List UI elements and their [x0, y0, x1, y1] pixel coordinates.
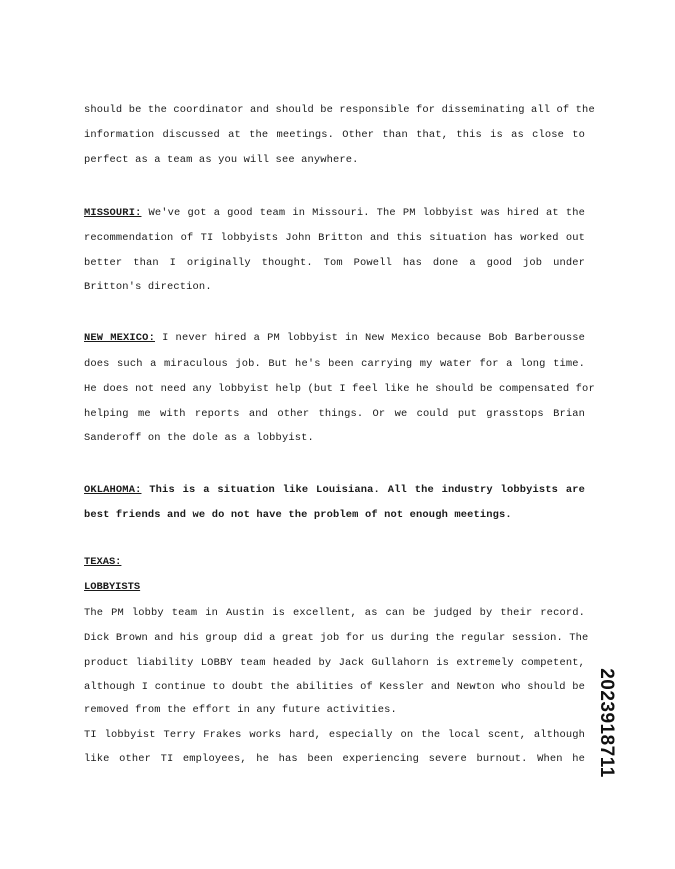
text-run: We've got a good team in Missouri. The PM lobbyist was hired at the — [141, 207, 585, 219]
section-heading-new-mexico: NEW MEXICO: — [84, 332, 155, 344]
text-line: best friends and we do not have the problem of not enough meetings. — [84, 509, 512, 521]
new-mexico-first-line — [84, 332, 585, 345]
text-line: TI lobbyist Terry Frakes works hard, especially on the local scent, although — [84, 729, 585, 741]
oklahoma-first-line — [84, 484, 585, 497]
text-line: Dick Brown and his group did a great job for us during the regular session. The — [84, 632, 589, 644]
bates-number — [596, 663, 616, 783]
text-line: recommendation of TI lobbyists John Britton and this situation has worked out — [84, 232, 585, 244]
text-run: This is a situation like Louisiana. All the industry lobbyists are — [141, 484, 585, 496]
text-line: information discussed at the meetings. Other than that, this is as close to — [84, 129, 585, 141]
section-heading-texas: TEXAS: — [84, 556, 122, 568]
text-line: product liability LOBBY team headed by Jack Gullahorn is extremely competent, — [84, 657, 585, 669]
text-line: better than I originally thought. Tom Powell has done a good job under — [84, 257, 585, 269]
text-line: helping me with reports and other things. Or we could put grasstops Brian — [84, 408, 585, 420]
text-line: removed from the effort in any future activities. — [84, 704, 397, 716]
subheading-lobbyists: LOBBYISTS — [84, 581, 141, 593]
text-line: like other TI employees, he has been experiencing severe burnout. When he — [84, 753, 585, 765]
text-run: I never hired a PM lobbyist in New Mexico because Bob Barberousse — [154, 332, 586, 344]
missouri-first-line — [84, 207, 585, 220]
text-line: Sanderoff on the dole as a lobbyist. — [84, 432, 314, 444]
text-line: although I continue to doubt the abilities of Kessler and Newton who should be — [84, 681, 585, 693]
text-line: Britton's direction. — [84, 281, 212, 293]
text-line: should be the coordinator and should be responsible for disseminating all of the — [84, 104, 595, 116]
section-heading-oklahoma: OKLAHOMA: — [84, 484, 142, 496]
bates-number-text: 2023918711 — [596, 668, 617, 778]
text-line: does such a miraculous job. But he's been carrying my water for a long time. — [84, 358, 585, 370]
text-line: perfect as a team as you will see anywhere. — [84, 154, 359, 166]
section-heading-missouri: MISSOURI: — [84, 207, 142, 219]
text-line: The PM lobby team in Austin is excellent, as can be judged by their record. — [84, 607, 585, 619]
text-line: He does not need any lobbyist help (but I feel like he should be compensated for — [84, 383, 595, 395]
